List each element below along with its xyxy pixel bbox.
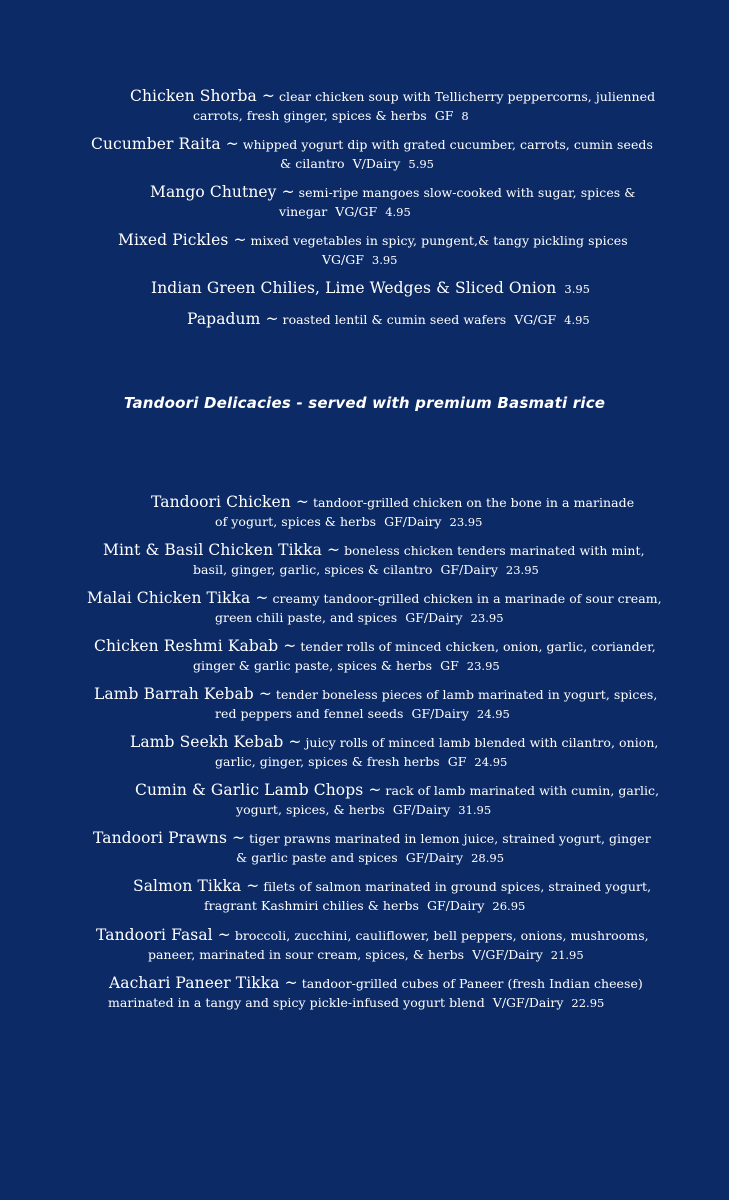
- menu-item-chicken-shorba: [0, 87, 729, 126]
- item-price: 8: [461, 109, 469, 123]
- item-desc: clear chicken soup with Tellicherry peppercorns, julienned: [278, 89, 656, 104]
- item-desc: semi-ripe mangoes slow-cooked with sugar, spices &: [298, 185, 636, 200]
- item-desc: red peppers and fennel seeds: [215, 706, 404, 721]
- menu-item-mixed-pickles: [0, 231, 729, 270]
- item-desc: basil, ginger, garlic, spices & cilantro: [193, 562, 433, 577]
- item-tag: GF/Dairy: [392, 802, 451, 817]
- item-desc: broccoli, zucchini, cauliflower, bell peppers, onions, mushrooms,: [234, 928, 649, 943]
- item-desc: roasted lentil & cumin seed wafers: [282, 312, 507, 327]
- item-name: Cucumber Raita ~: [91, 135, 239, 153]
- menu-item-lamb-chops: [0, 781, 729, 820]
- menu-item-salmon-tikka: [0, 877, 729, 916]
- item-desc: vinegar: [279, 204, 328, 219]
- item-price: 24.95: [476, 707, 510, 721]
- item-desc: tender boneless pieces of lamb marinated in yogurt, spices,: [275, 687, 658, 702]
- item-desc: garlic, ginger, spices & fresh herbs: [215, 754, 440, 769]
- item-price: 23.95: [449, 515, 483, 529]
- menu-item-mint-basil-chicken-tikka: [0, 541, 729, 580]
- section-heading: Tandoori Delicacies - served with premium Basmati rice: [123, 394, 606, 412]
- item-tag: VG/GF: [335, 204, 378, 219]
- item-tag: GF/Dairy: [411, 706, 469, 721]
- item-price: 24.95: [474, 755, 508, 769]
- item-desc: juicy rolls of minced lamb blended with cilantro, onion,: [305, 735, 659, 750]
- item-desc: carrots, fresh ginger, spices & herbs: [193, 108, 427, 123]
- item-tag: V/Dairy: [352, 156, 401, 171]
- item-name: Cumin & Garlic Lamb Chops ~: [135, 781, 382, 799]
- item-desc: creamy tandoor-grilled chicken in a marinade of sour cream,: [272, 591, 662, 606]
- item-name: Papadum ~: [187, 310, 279, 328]
- item-tag: GF: [440, 658, 459, 673]
- item-price: 23.95: [505, 563, 539, 577]
- item-price: 3.95: [371, 253, 398, 267]
- item-name: Mango Chutney ~: [150, 183, 295, 201]
- item-name: Tandoori Prawns ~: [93, 829, 246, 847]
- menu-item-tandoori-prawns: [0, 829, 729, 868]
- item-name: Mixed Pickles ~: [118, 231, 247, 249]
- item-name: Chicken Shorba ~: [130, 87, 275, 105]
- menu-item-lamb-barrah-kebab: [0, 685, 729, 724]
- item-desc: paneer, marinated in sour cream, spices, & herbs: [148, 947, 465, 962]
- item-name: Mint & Basil Chicken Tikka ~: [103, 541, 341, 559]
- item-name: Lamb Seekh Kebab ~: [130, 733, 302, 751]
- item-desc: tandoor-grilled cubes of Paneer (fresh Indian cheese): [301, 976, 643, 991]
- item-name: Indian Green Chilies, Lime Wedges & Sliced Onion: [151, 279, 557, 297]
- item-tag: GF/Dairy: [440, 562, 498, 577]
- item-price: 21.95: [550, 948, 584, 962]
- item-desc: boneless chicken tenders marinated with mint,: [344, 543, 645, 558]
- item-price: 23.95: [470, 611, 504, 625]
- item-tag: VG/GF: [514, 312, 557, 327]
- item-desc: & cilantro: [280, 156, 345, 171]
- menu-item-cucumber-raita: [0, 135, 729, 174]
- item-name: Malai Chicken Tikka ~: [87, 589, 269, 607]
- item-desc: ginger & garlic paste, spices & herbs: [193, 658, 433, 673]
- item-desc: whipped yogurt dip with grated cucumber, carrots, cumin seeds: [242, 137, 653, 152]
- item-desc: tender rolls of minced chicken, onion, garlic, coriander,: [300, 639, 656, 654]
- item-price: 31.95: [458, 803, 492, 817]
- item-desc: rack of lamb marinated with cumin, garlic,: [385, 783, 660, 798]
- item-tag: GF/Dairy: [405, 850, 464, 865]
- menu-item-aachari-paneer-tikka: [0, 974, 729, 1013]
- menu-item-green-chilies: [0, 279, 729, 299]
- item-tag: GF/Dairy: [427, 898, 485, 913]
- menu-item-tandoori-fasal: [0, 926, 729, 965]
- item-price: 3.95: [564, 282, 590, 296]
- item-tag: VG/GF: [322, 252, 364, 267]
- item-price: 22.95: [571, 996, 605, 1010]
- item-desc: tiger prawns marinated in lemon juice, strained yogurt, ginger: [249, 831, 651, 846]
- menu-item-lamb-seekh-kebab: [0, 733, 729, 772]
- menu-item-tandoori-chicken: [0, 493, 729, 532]
- item-name: Tandoori Chicken ~: [151, 493, 309, 511]
- item-tag: V/GF/Dairy: [472, 947, 543, 962]
- menu-item-mango-chutney: [0, 183, 729, 222]
- item-name: Tandoori Fasal ~: [96, 926, 231, 944]
- item-price: 23.95: [466, 659, 500, 673]
- item-name: Aachari Paneer Tikka ~: [109, 974, 298, 992]
- menu-item-chicken-reshmi-kabab: [0, 637, 729, 676]
- item-price: 5.95: [408, 157, 434, 171]
- item-tag: GF: [434, 108, 454, 123]
- item-price: 28.95: [471, 851, 505, 865]
- menu-item-papadum: [0, 310, 729, 330]
- item-desc: of yogurt, spices & herbs: [215, 514, 377, 529]
- item-name: Lamb Barrah Kebab ~: [94, 685, 272, 703]
- item-tag: GF/Dairy: [405, 610, 463, 625]
- item-desc: marinated in a tangy and spicy pickle-infused yogurt blend: [108, 995, 485, 1010]
- item-desc: green chili paste, and spices: [215, 610, 398, 625]
- item-tag: V/GF/Dairy: [492, 995, 564, 1010]
- item-name: Chicken Reshmi Kabab ~: [94, 637, 297, 655]
- item-desc: & garlic paste and spices: [236, 850, 398, 865]
- item-tag: GF: [447, 754, 467, 769]
- item-price: 4.95: [385, 205, 411, 219]
- item-price: 26.95: [492, 899, 526, 913]
- item-desc: filets of salmon marinated in ground spices, strained yogurt,: [263, 879, 652, 894]
- item-tag: GF/Dairy: [384, 514, 442, 529]
- item-desc: mixed vegetables in spicy, pungent,& tangy pickling spices: [250, 233, 628, 248]
- menu-item-malai-chicken-tikka: [0, 589, 729, 628]
- item-desc: tandoor-grilled chicken on the bone in a marinade: [312, 495, 635, 510]
- item-name: Salmon Tikka ~: [133, 877, 260, 895]
- item-price: 4.95: [564, 313, 590, 327]
- item-desc: yogurt, spices, & herbs: [236, 802, 385, 817]
- item-desc: fragrant Kashmiri chilies & herbs: [204, 898, 420, 913]
